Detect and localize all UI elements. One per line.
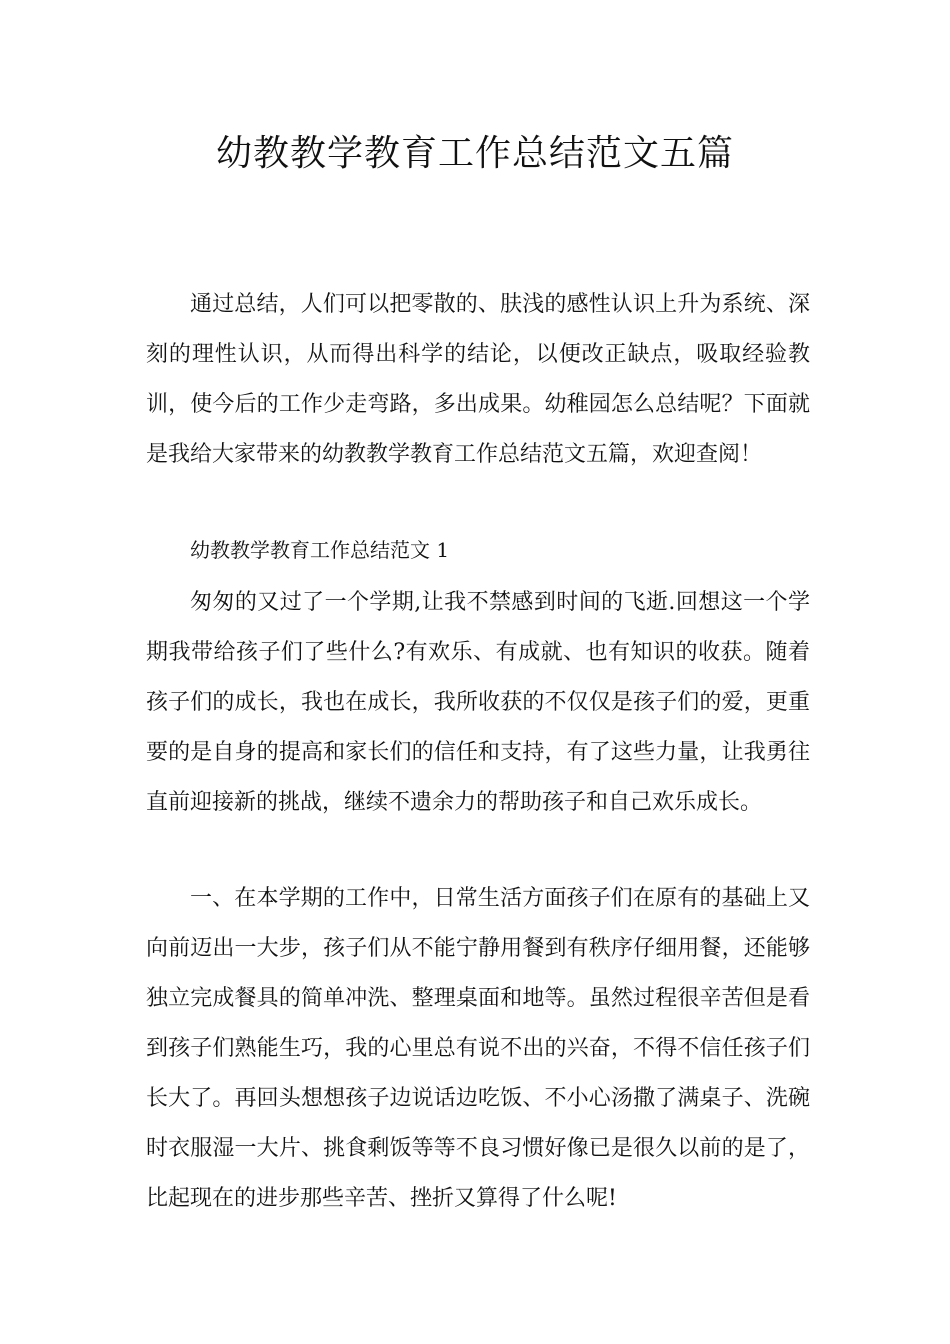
body-paragraph: 一、在本学期的工作中，日常生活方面孩子们在原有的基础上又向前迈出一大步，孩子们从不能宁静用餐到有秩序仔细用餐，还能够独立完成餐具的简单冲洗、整理桌面和地等。虽然过程很辛苦但是看到孩子们熟能生巧，我的心里总有说不出的兴奋，不得不信任孩子们长大了。再回头想想孩子边说话边吃饭、不小心汤撒了满桌子、洗碗时衣服湿一大片、挑食剩饭等等不良习惯好像已是很久以前的是了，比起现在的进步那些辛苦、挫折又算得了什么呢!: [146, 886, 810, 1211]
intro-paragraph: 通过总结，人们可以把零散的、肤浅的感性认识上升为系统、深刻的理性认识，从而得出科学的结论，以便改正缺点，吸取经验教训，使今后的工作少走弯路，多出成果。幼稚园怎么总结呢？下面就是我给大家带来的幼教教学教育工作总结范文五篇，欢迎查阅！: [146, 292, 810, 467]
body-paragraph: 匆匆的又过了一个学期,让我不禁感到时间的飞逝.回想这一个学期我带给孩子们了些什么?有欢乐、有成就、也有知识的收获。随着孩子们的成长，我也在成长，我所收获的不仅仅是孩子们的爱，更重要的是自身的提高和家长们的信任和支持，有了这些力量，让我勇往直前迎接新的挑战，继续不遗余力的帮助孩子和自己欢乐成长。: [146, 590, 810, 815]
document-title: 幼教教学教育工作总结范文五篇: [215, 133, 734, 174]
section-heading: 幼教教学教育工作总结范文 1: [190, 538, 450, 562]
